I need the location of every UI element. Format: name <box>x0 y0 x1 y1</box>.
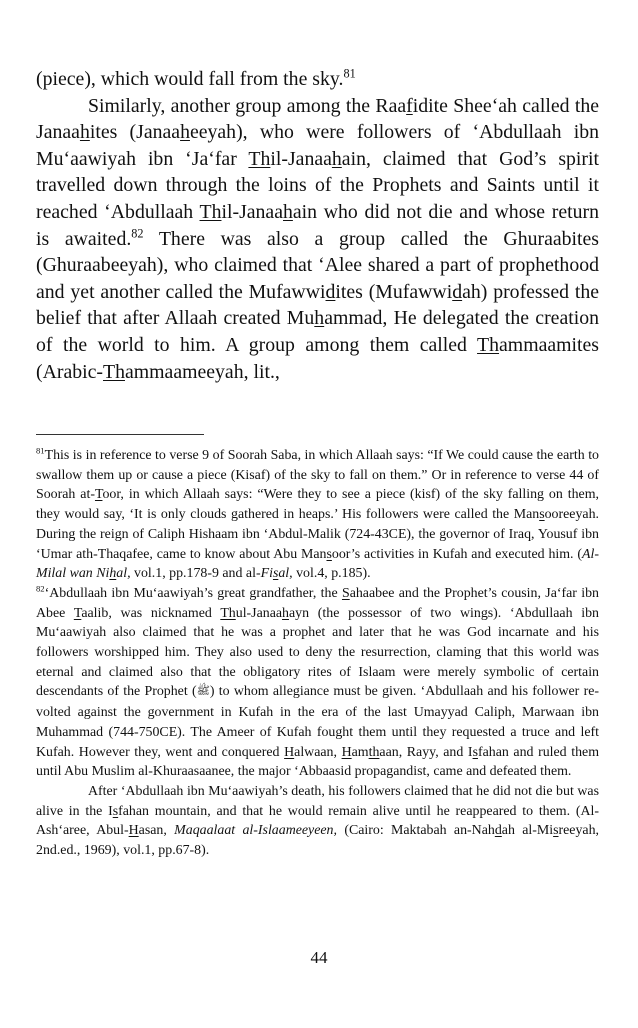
text-run: fahan and ruled them until Abu Muslim al-Khuraasaanee, the major ‘Abbaasid propagandist, came and defeated them. <box>36 744 599 780</box>
underlined-letter: Th <box>103 360 125 383</box>
text-run: am <box>351 744 369 760</box>
text-run: ammaamites (Arabic- <box>36 333 599 383</box>
text-run: ayn (the possessor of two wings). ‘Abdullaah ibn Mu‘aawiyah also claimed that he was a prophet and later that he was God incarnate and his followers worshipped him. They also used to deny the resurrection, claming that this world was eternal and claimed also that the obligatory rites of Islaam were merely symbolic of certain descendants of the Prophet ( <box>36 605 600 700</box>
underlined-letter: h <box>314 307 325 330</box>
underlined-letter: h <box>331 147 342 170</box>
underlined-letter: H <box>128 823 139 839</box>
text-run: ‘Abdullaah ibn Mu‘aawiyah’s great grandfather, the <box>44 585 342 601</box>
text-run: al, <box>116 566 131 582</box>
underlined-letter: d <box>494 823 502 839</box>
underlined-letter: d <box>452 280 463 303</box>
salutation-symbol-icon: ﷺ <box>196 685 210 698</box>
underlined-letter: s <box>472 744 478 760</box>
underlined-letter: s <box>553 823 559 839</box>
text-run: il-Janaa <box>221 200 283 223</box>
text-run: idite Shee‘ah called the Janaa <box>36 94 599 144</box>
footnote-82 <box>36 584 599 782</box>
footnotes <box>36 446 599 861</box>
underlined-letter: Th <box>220 605 236 621</box>
footnote-ref-81: 81 <box>343 66 356 81</box>
text-run: asan, <box>138 823 175 839</box>
text-run: (piece), which would fall from the sky. <box>36 68 344 90</box>
underlined-letter: Th <box>477 333 500 356</box>
underlined-letter: h <box>180 121 190 144</box>
underlined-letter: T <box>73 605 82 621</box>
text-run: aalib, was nicknamed <box>81 605 221 621</box>
text-run: vol.1, pp.178-9 and al- <box>130 566 261 582</box>
paragraph-similarly <box>36 93 599 386</box>
footnote-ref-82: 82 <box>131 225 144 240</box>
text-run: vol.4, p.185). <box>292 566 371 582</box>
text-run: oor, in which Allaah says: “Were they to see a piece (kisf) of the sky falling on them, they would say, ‘It is only clouds gathered in heaps.’ His followers were called the Man <box>36 487 600 523</box>
underlined-letter: d <box>325 280 336 303</box>
footnote-81 <box>36 446 599 584</box>
footnote-mark-82: 82 <box>36 583 45 594</box>
underlined-letter: h <box>283 200 293 223</box>
underlined-letter: s <box>272 566 279 582</box>
text-run: eeyah), who were followers of ‘Abdullaah ibn Mu‘aawiyah ibn ‘Ja‘far <box>36 121 599 170</box>
text-run: ah al-Mi <box>501 823 554 839</box>
text-run: al, <box>278 566 293 582</box>
text-run: fahan mountain, and that he would remain alive until he reappeared to them. (Al-Ash‘aree, Abul- <box>36 803 599 839</box>
underlined-letter: H <box>341 744 352 760</box>
text-run: aan, Rayy, and I <box>379 744 473 760</box>
text-run: (Cairo: Maktabah an-Nah <box>336 823 495 839</box>
underlined-letter: Th <box>248 147 271 170</box>
text-run: After ‘Abdullaah ibn Mu‘aawiyah’s death, his followers claimed that he did not die but was alive in the I <box>36 783 599 819</box>
text-run: ites (Janaa <box>89 121 181 144</box>
text-run: ammad, He delegated the creation of the world to him. A group among them called <box>36 307 599 356</box>
text-run: Similarly, another group among the Raa <box>88 94 407 117</box>
paragraph-continuation <box>36 66 599 93</box>
text-run: ooreeyah. During the reign of Caliph Hishaam ibn ‘Abdul-Malik (724-43CE), the governor of Iraq, Yousuf ibn ‘Umar ath-Thaqafee, came to know about Abu Man <box>36 507 599 562</box>
main-text <box>36 66 599 385</box>
text-run: alwaan, <box>294 744 342 760</box>
underlined-letter: h <box>282 605 289 621</box>
text-run: Fi <box>260 566 273 582</box>
text-run: ites (Mufawwi <box>335 280 453 303</box>
underlined-letter: th <box>368 744 380 760</box>
text-run: There was also a group called the Ghuraabites (Ghuraabeeyah), who claimed that ‘Alee shared a part of prophethood and yet another called the Mufawwi <box>36 227 599 303</box>
text-run: ah) professed the belief that after Allaah created Mu <box>36 280 599 330</box>
underlined-letter: s <box>112 803 119 819</box>
underlined-letter: Th <box>199 200 222 223</box>
text-run: ammaameeyah, lit., <box>124 360 280 383</box>
text-run: ) to whom allegiance must be given. ‘Abdullaah and his follower re-volted against the government in Kufah in the era of the last Umayyad Caliph, Marwaan ibn Muhammad (744-750CE). The Ameer of Kufah fought them until they requested a truce and left Kufah. However they, went and conquered <box>36 684 599 760</box>
footnote-mark-81: 81 <box>36 445 45 456</box>
text-run: ain who did not die and whose return is awaited. <box>36 200 599 250</box>
underlined-letter: S <box>341 585 350 601</box>
footnote-82-continued <box>36 782 599 861</box>
underlined-letter: T <box>94 487 103 503</box>
book-title <box>261 566 293 581</box>
underlined-letter: h <box>109 566 117 582</box>
book-title: Maqaalaat al-Islaameeyeen, <box>174 823 337 839</box>
footnote-divider <box>36 434 204 435</box>
underlined-letter: f <box>406 94 413 117</box>
text-run: il-Janaa <box>270 147 332 170</box>
underlined-letter: H <box>284 744 295 760</box>
text-run: Al-Milal wan Ni <box>36 546 599 582</box>
text-run: This is in reference to verse 9 of Soorah Saba, in which Allaah says: “If We could cause the earth to swallow them up or cause a piece (Kisaf) of the sky to fall on them.” Or in reference to verse 44 of Soorah at- <box>36 448 599 503</box>
underlined-letter: s <box>539 507 545 523</box>
underlined-letter: s <box>326 546 332 562</box>
text-run: ul-Janaa <box>235 605 283 621</box>
underlined-letter: h <box>79 121 90 144</box>
page-number: 44 <box>310 948 328 967</box>
text-run: ain, claimed that God’s spirit travelled down through the loins of the Prophets and Saints until it reached ‘Abdullaah <box>36 147 599 223</box>
text-run: reeyah, 2nd.ed., 1969), vol.1, pp.67-8). <box>36 823 600 859</box>
text-run: ahaabee and the Prophet’s cousin, Ja‘far ibn Abee <box>36 585 599 621</box>
text-run: oor’s activities in Kufah and executed him. ( <box>331 546 583 562</box>
